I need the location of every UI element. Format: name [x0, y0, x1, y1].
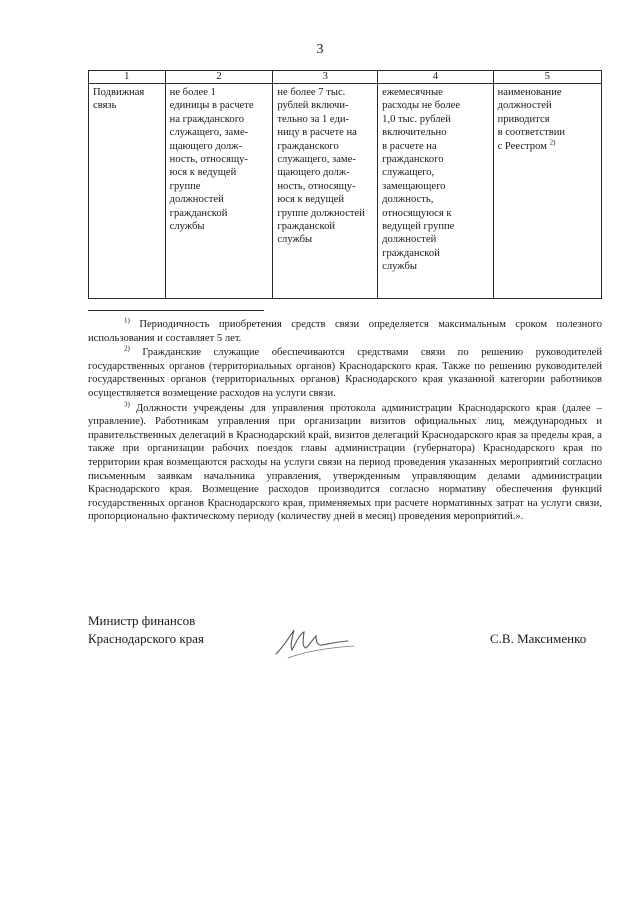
- cell-line: замещающего: [382, 180, 446, 192]
- column-header-4: 4: [378, 71, 493, 84]
- cell-quantity: [165, 84, 273, 299]
- signer-title-line: Министр финансов: [88, 613, 196, 628]
- cell-line: щающего долж-: [277, 167, 350, 179]
- table-header-row: [89, 71, 602, 84]
- footnote-separator: [88, 310, 264, 311]
- cell-line: включительно: [382, 127, 447, 139]
- cell-line: группе: [169, 180, 201, 192]
- cell-line: не более 7 тыс.: [277, 87, 346, 98]
- cell-line: гражданской: [169, 207, 228, 219]
- cell-line: группе должностей: [277, 207, 365, 219]
- cell-line: ность, относящу-: [277, 180, 356, 192]
- signer-title: [88, 612, 204, 648]
- cell-monthly-expenses: [378, 84, 493, 299]
- cell-line: [498, 140, 598, 153]
- cell-price: [273, 84, 378, 299]
- cell-line: единицы в расчете: [169, 100, 254, 112]
- footnote-3: [88, 402, 602, 524]
- specification-table: [88, 70, 602, 299]
- cell-line: юся к ведущей: [277, 194, 344, 206]
- cell-line: гражданской: [277, 221, 336, 233]
- cell-line: гражданской: [382, 247, 440, 259]
- footnote-2: [88, 346, 602, 400]
- cell-line: служащего, заме-: [277, 154, 356, 166]
- cell-line: ницу в расчете на: [277, 127, 357, 139]
- cell-line: службы: [277, 234, 313, 246]
- footnote-text: Должности учреждены для управления протокола администрации Краснодарского края (далее – управление). Работникам управления при организации визитов официальных лиц, международных и правительственных делегаций в Краснодарский край, визитов делегаций Краснодарского края за пределы края, а также при организации рабочих поездок главы администрации (губернатора) Краснодарского края по территории края возмещаются расходы на услуги связи на период проведения указанных мероприятий согласно письменным заявкам начальника управления, утвержденным управляющим делами администрации Краснодарского края. Возмещение расходов производится согласно нормативу обеспечения функций государственных органов Краснодарского края, применяемых при расчете нормативных затрат на услуги связи, пропорционально фактическому периоду (количеству дней в месяц) проведения мероприятий.».: [88, 402, 602, 523]
- cell-positions: [493, 84, 601, 299]
- column-header-3: 3: [273, 71, 378, 84]
- cell-line: должностей: [382, 234, 437, 246]
- cell-line: должность,: [382, 194, 434, 206]
- signer-name: С.В. Максименко: [490, 631, 587, 646]
- footnote-mark: 1): [124, 316, 130, 325]
- cell-line: тельно за 1 еди-: [277, 113, 350, 125]
- column-header-5: 5: [493, 71, 601, 84]
- cell-line: ежемесячные: [382, 87, 443, 98]
- signer-title-line: Краснодарского края: [88, 631, 204, 646]
- cell-line: рублей включи-: [277, 100, 349, 112]
- cell-line: ность, относящу-: [169, 154, 248, 166]
- footnote-1: [88, 318, 602, 345]
- cell-line: в расчете на: [382, 140, 437, 152]
- cell-line: юся к ведущей: [169, 167, 237, 179]
- cell-line: гражданского: [277, 140, 339, 152]
- column-header-1: 1: [89, 71, 166, 84]
- cell-line: должностей: [169, 194, 224, 206]
- cell-line: ведущей группе: [382, 221, 455, 233]
- handwritten-signature: [270, 620, 360, 664]
- footnote-text: Периодичность приобретения средств связи определяется максимальным сроком полезного использования и составляет 5 лет.: [88, 319, 602, 344]
- cell-line: Подвижная: [93, 87, 145, 98]
- column-header-2: 2: [165, 71, 273, 84]
- cell-line: служащего,: [382, 167, 435, 179]
- footnote-mark: 3): [124, 400, 130, 409]
- cell-line: гражданского: [382, 154, 444, 166]
- cell-line: расходы не более: [382, 100, 461, 112]
- cell-line: службы: [169, 221, 205, 233]
- footnote-ref-2: 2): [549, 138, 556, 147]
- cell-line: должностей: [497, 100, 552, 112]
- table-row: [89, 84, 602, 299]
- cell-line: связь: [93, 100, 117, 112]
- cell-line: относящуюся к: [382, 207, 452, 219]
- cell-line: щающего долж-: [169, 140, 242, 152]
- cell-line: на гражданского: [169, 113, 245, 125]
- cell-line: не более 1: [169, 87, 216, 98]
- footnotes: [88, 318, 602, 525]
- cell-line: службы: [382, 261, 417, 273]
- cell-service-type: [89, 84, 166, 299]
- page-number: 3: [316, 42, 324, 57]
- cell-line: служащего, заме-: [169, 127, 249, 139]
- cell-line: приводится: [497, 113, 550, 125]
- registry-text: с Реестром: [497, 140, 547, 152]
- footnote-text: Гражданские служащие обеспечиваются средствами связи по решению руководителей государственных органов (территориальных органов) Краснодарского края. Также по решению руководителей государственных органов (территориальных органов) Краснодарского края указанной категории работников осуществляется возмещение расходов на услуги связи.: [88, 347, 602, 399]
- cell-line: в соответствии: [497, 127, 566, 139]
- footnote-mark: 2): [124, 344, 130, 353]
- cell-line: 1,0 тыс. рублей: [382, 113, 451, 125]
- cell-line: наименование: [497, 87, 562, 98]
